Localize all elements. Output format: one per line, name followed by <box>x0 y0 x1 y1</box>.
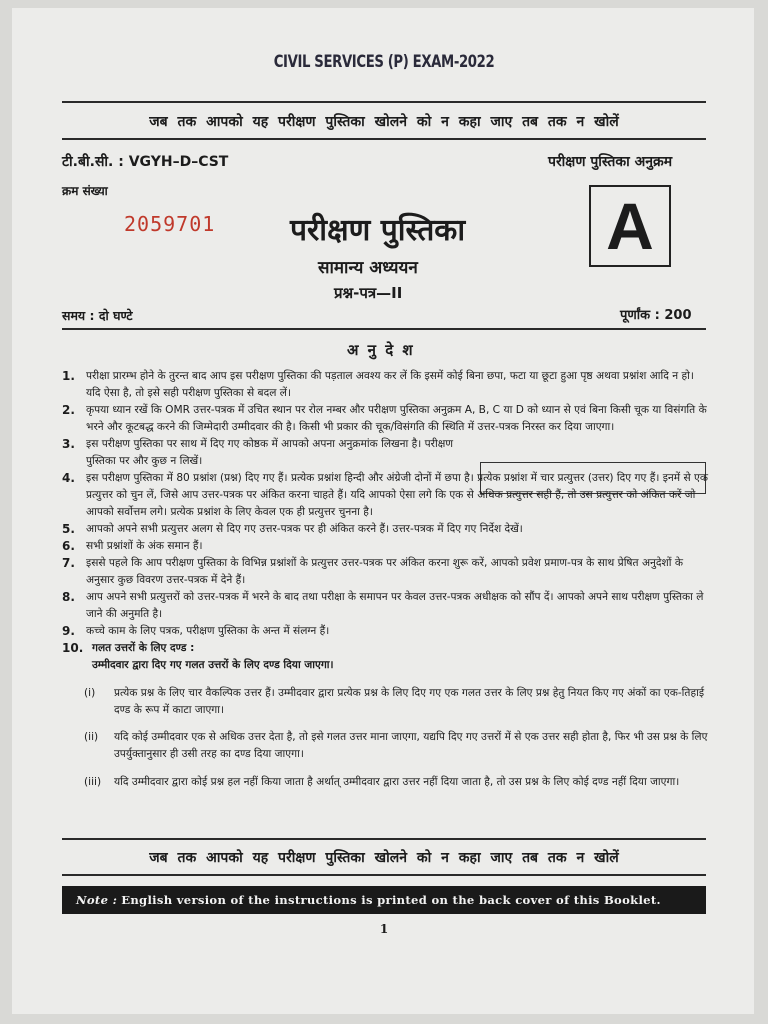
instruction-item: 3. इस परीक्षण पुस्तिका पर साथ में दिए गए कोष्ठक में आपको अपना अनुक्रमांक लिखना है। परीक्षण पुस्तिका पर और कुछ न लिखें। <box>62 437 454 467</box>
instruction-item: 9. कच्चे काम के लिए पत्रक, परीक्षण पुस्तिका के अन्त में संलग्न हैं। <box>62 624 330 638</box>
tbc-code: टी.बी.सी. : VGYH–D–CST <box>62 154 229 170</box>
instruction-item: 8. आप अपने सभी प्रत्युत्तरों को उत्तर-पत्रक में भरने के बाद तथा परीक्षा के समापन पर केवल उत्तर-पत्रक अधीक्षक को सौंप दें। आपको अपने साथ परीक्षण पुस्तिका ले जाने की अनुमति है। <box>62 590 704 620</box>
penalty-item: (iii) यदि उम्मीदवार द्वारा कोई प्रश्न हल नहीं किया जाता है अर्थात् उम्मीदवार द्वारा उत्तर नहीं दिया जाता है, तो उस प्रश्न के लिए कोई दण्ड नहीं दिया जाएगा। <box>84 775 680 788</box>
instruction-item: 2. कृपया ध्यान रखें कि OMR उत्तर-पत्रक में उचित स्थान पर रोल नम्बर और परीक्षण पुस्तिका अनुक्रम A, B, C या D को ध्यान से एवं बिना किसी चूक या विसंगति के भरने और कूटबद्ध करने की जिम्मेदारी उम्मीदवार की है। किसी भी प्रकार की चूक/विसंगति की स्थिति में उत्तर-पत्रक निरस्त कर दिया जाएगा। <box>62 403 707 433</box>
bottom-warning: जब तक आपको यह परीक्षण पुस्तिका खोलने को न कहा जाए तब तक न खोलें <box>149 850 619 866</box>
subject: सामान्य अध्ययन <box>318 258 418 278</box>
top-warning: जब तक आपको यह परीक्षण पुस्तिका खोलने को न कहा जाए तब तक न खोलें <box>149 114 619 130</box>
series-letter-box <box>589 185 671 267</box>
note-text: English version of the instructions is printed on the back cover of this Booklet. <box>121 893 661 907</box>
instruction-item: 10. गलत उत्तरों के लिए दण्ड : <box>62 641 195 655</box>
penalty-item: (i) प्रत्येक प्रश्न के लिए चार वैकल्पिक उत्तर हैं। उम्मीदवार द्वारा प्रत्येक प्रश्न के लिए दिए गए एक गलत उत्तर के लिए प्रश्न हेतु नियत किए गए अंकों का एक-तिहाई दण्ड के रूप में काटा जाएगा। <box>84 686 705 716</box>
penalty-intro: उम्मीदवार द्वारा दिए गए गलत उत्तरों के लिए दण्ड दिया जाएगा। <box>92 659 334 671</box>
top-rule <box>62 101 706 103</box>
instruction-item: 7. इससे पहले कि आप परीक्षण पुस्तिका के विभिन्न प्रश्नांशों के प्रत्युत्तर उत्तर-पत्रक पर अंकित करना शुरू करें, आपको प्रवेश प्रमाण-पत्र के साथ प्रेषित अनुदेशों के अनुसार कुछ विवरण उत्तर-पत्रक में देने हैं। <box>62 556 684 586</box>
english-note-bar <box>62 886 706 914</box>
series-letter: A <box>606 189 654 263</box>
bottom-rule <box>62 838 706 840</box>
note-label: Note : <box>76 893 118 907</box>
time-allowed: समय : दो घण्टे <box>62 308 133 323</box>
instruction-item: 6. सभी प्रश्नांशों के अंक समान हैं। <box>62 539 203 553</box>
serial-label: क्रम संख्या <box>62 184 108 198</box>
sequence-label: परीक्षण पुस्तिका अनुक्रम <box>548 154 673 170</box>
bottom-rule-lower <box>62 874 706 876</box>
penalty-item: (ii) यदि कोई उम्मीदवार एक से अधिक उत्तर देता है, तो इसे गलत उत्तर माना जाएगा, यद्यपि दिए गए उत्तरों में से एक उत्तर सही होता है, फिर भी उस प्रश्न के लिए उपर्युक्तानुसार ही उसी तरह का दण्ड दिया जाएगा। <box>84 731 708 761</box>
instructions-list <box>62 368 708 801</box>
exam-title: CIVIL SERVICES (P) EXAM-2022 <box>273 52 495 72</box>
serial-number: 2059701 <box>124 212 216 236</box>
instruction-item: 1. परीक्षा प्रारम्भ होने के तुरन्त बाद आप इस परीक्षण पुस्तिका की पड़ताल अवश्य कर लें कि इसमें कोई बिना छपा, फटा या छूटा हुआ पृष्ठ अथवा प्रश्नांश आदि न हो। यदि ऐसा है, तो इसे सही परीक्षण पुस्तिका से बदल लें। <box>62 369 694 399</box>
instruction-item: 5. आपको अपने सभी प्रत्युत्तर अलग से दिए गए उत्तर-पत्रक पर ही अंकित करने हैं। उत्तर-पत्रक में दिए गए निर्देश देखें। <box>62 522 523 536</box>
top-rule-lower <box>62 138 706 140</box>
mid-rule <box>62 328 706 330</box>
instructions-heading: अ नु दे श <box>347 341 413 359</box>
booklet-title: परीक्षण पुस्तिका <box>290 213 466 248</box>
maximum-marks: पूर्णांक : 200 <box>620 308 692 323</box>
instruction-item: 4. इस परीक्षण पुस्तिका में 80 प्रश्नांश (प्रश्न) दिए गए हैं। प्रत्येक प्रश्नांश हिन्दी और अंग्रेजी दोनों में छपा है। प्रत्येक प्रश्नांश में चार प्रत्युत्तर (उत्तर) दिए गए हैं। इनमें से एक प्रत्युत्तर को चुन लें, जिसे आप उत्तर-पत्रक पर अंकित करना चाहते हैं। यदि आपको ऐसा लगे कि एक से अधिक प्रत्युत्तर सही हैं, तो उस प्रत्युत्तर को अंकित करें जो आपको सर्वोत्तम लगे। प्रत्येक प्रश्नांश के लिए केवल एक ही प्रत्युत्तर चुनना है। <box>62 471 709 518</box>
page-number: 1 <box>379 922 389 936</box>
paper-number: प्रश्न-पत्र—II <box>334 284 403 302</box>
